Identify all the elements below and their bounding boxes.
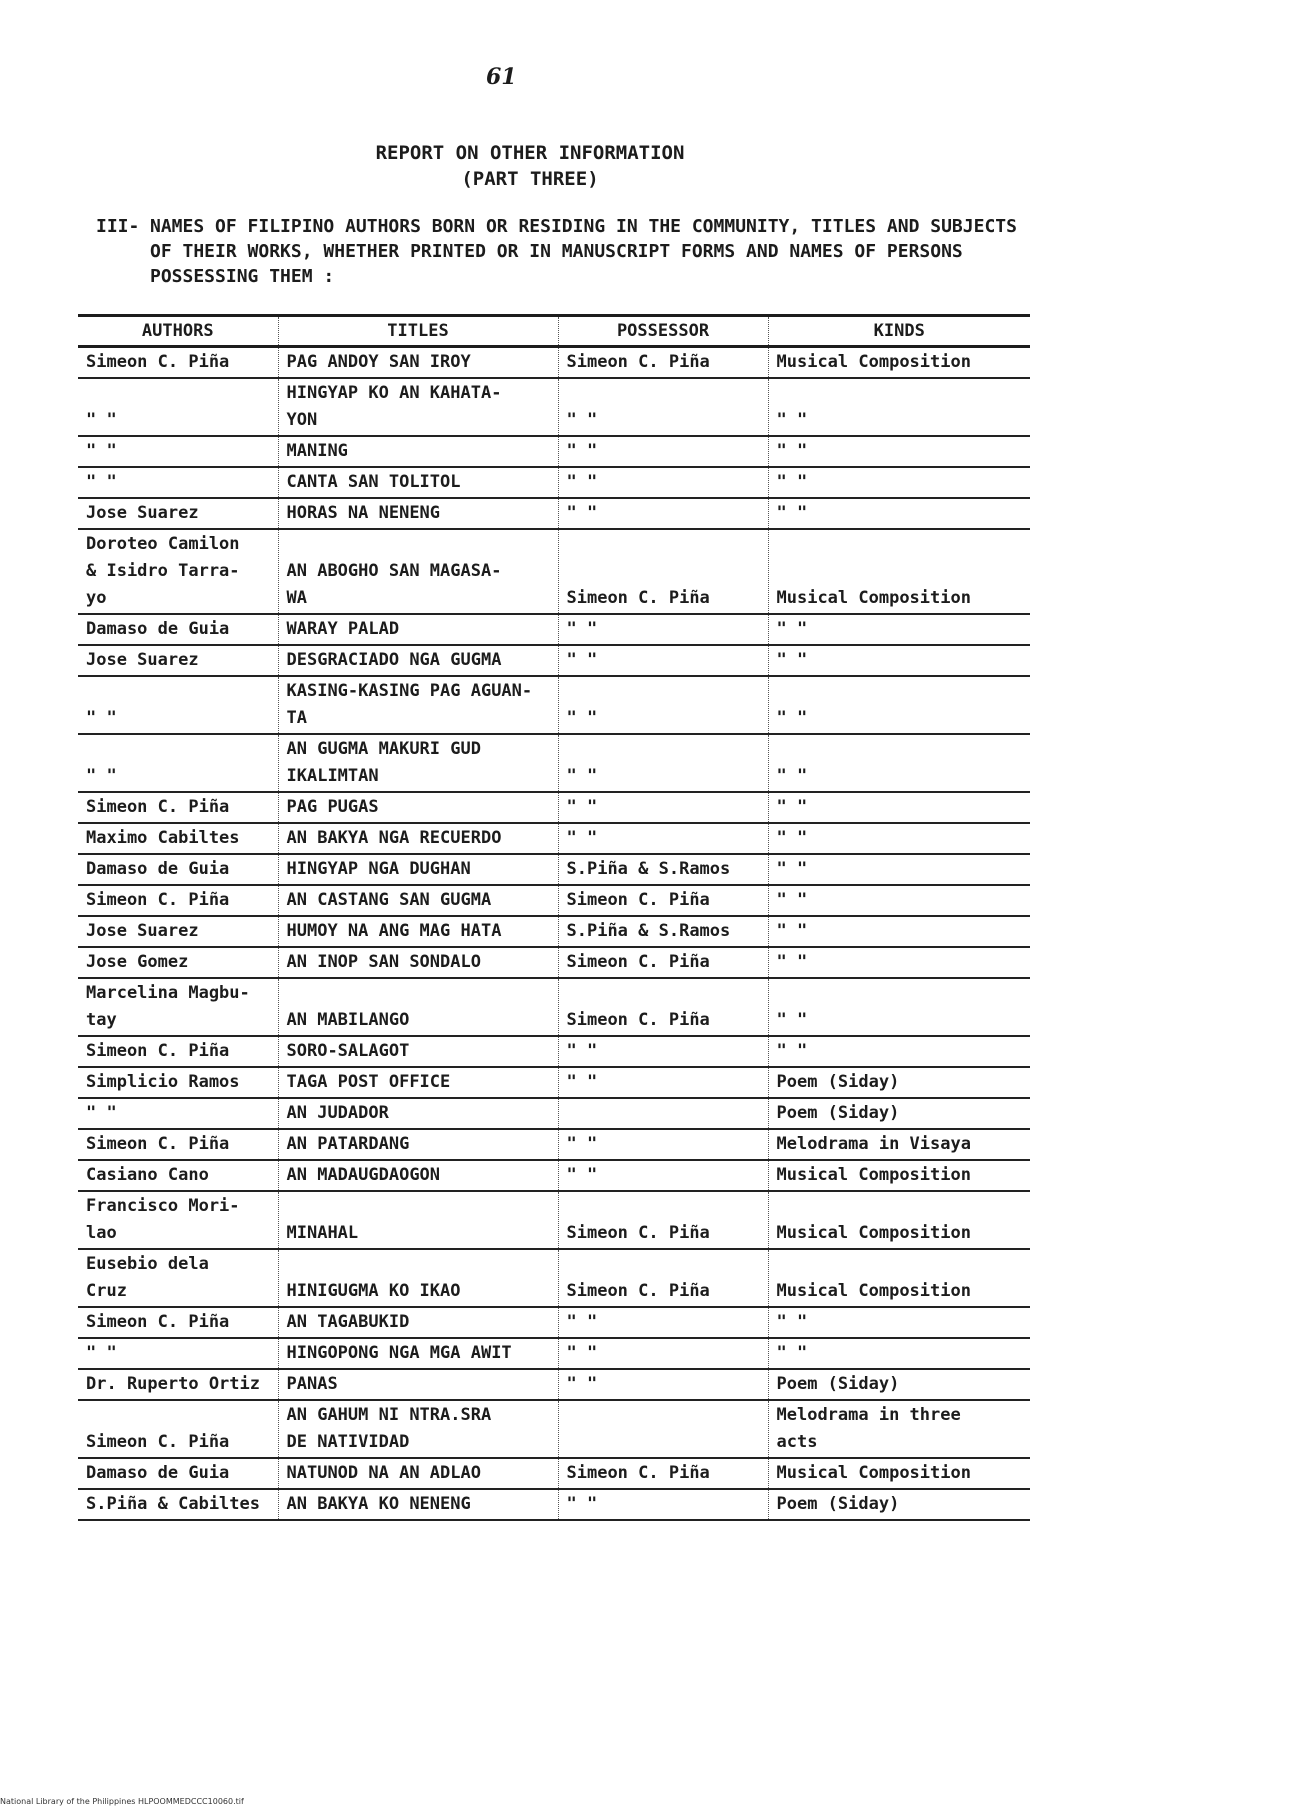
title-cell: AN CASTANG SAN GUGMA — [278, 885, 558, 916]
title-cell: WARAY PALAD — [278, 614, 558, 645]
possessor-cell: Simeon C. Piña — [558, 1458, 768, 1489]
kind-cell: Melodrama in Visaya — [768, 1129, 1030, 1160]
author-cell: Jose Gomez — [78, 947, 278, 978]
possessor-cell: " " — [558, 1129, 768, 1160]
kind-cell: Poem (Siday) — [768, 1369, 1030, 1400]
author-cell: " " — [78, 1338, 278, 1369]
possessor-cell: " " — [558, 734, 768, 792]
header-possessor: POSSESSOR — [558, 316, 768, 347]
title-cell: AN MABILANGO — [278, 978, 558, 1036]
header-authors: AUTHORS — [78, 316, 278, 347]
possessor-cell: Simeon C. Piña — [558, 1191, 768, 1249]
possessor-cell: Simeon C. Piña — [558, 1249, 768, 1307]
table-row — [78, 378, 1030, 436]
table-row — [78, 529, 1030, 614]
kind-cell: " " — [768, 978, 1030, 1036]
title-cell: AN JUDADOR — [278, 1098, 558, 1129]
possessor-cell: Simeon C. Piña — [558, 529, 768, 614]
title-cell: HORAS NA NENENG — [278, 498, 558, 529]
title-cell: AN GAHUM NI NTRA.SRA DE NATIVIDAD — [278, 1400, 558, 1458]
possessor-cell: " " — [558, 1307, 768, 1338]
author-cell: Damaso de Guia — [78, 854, 278, 885]
archive-footer: National Library of the Philippines HLPOOMMEDCCC10060.tif — [0, 1797, 244, 1806]
possessor-cell: " " — [558, 1160, 768, 1191]
kind-cell: Poem (Siday) — [768, 1067, 1030, 1098]
title-cell: MANING — [278, 436, 558, 467]
table-header-row — [78, 316, 1030, 347]
author-cell: Simeon C. Piña — [78, 885, 278, 916]
possessor-cell: " " — [558, 1489, 768, 1520]
table-row — [78, 347, 1030, 379]
possessor-cell: S.Piña & S.Ramos — [558, 854, 768, 885]
kind-cell: " " — [768, 614, 1030, 645]
table-row — [78, 1489, 1030, 1520]
section-intro — [96, 214, 1030, 289]
title-cell: AN INOP SAN SONDALO — [278, 947, 558, 978]
kind-cell: " " — [768, 436, 1030, 467]
kind-cell: Musical Composition — [768, 1249, 1030, 1307]
author-cell: Simeon C. Piña — [78, 1036, 278, 1067]
kind-cell: " " — [768, 1307, 1030, 1338]
table-row — [78, 1458, 1030, 1489]
header-kinds: KINDS — [768, 316, 1030, 347]
author-cell: Maximo Cabiltes — [78, 823, 278, 854]
possessor-cell — [558, 1098, 768, 1129]
table-row — [78, 823, 1030, 854]
table-row — [78, 467, 1030, 498]
title-cell: PAG ANDOY SAN IROY — [278, 347, 558, 379]
authors-table — [78, 314, 1030, 1521]
table-row — [78, 854, 1030, 885]
section-number: III- — [96, 216, 140, 237]
author-cell: Simeon C. Piña — [78, 792, 278, 823]
author-cell: " " — [78, 436, 278, 467]
kind-cell: " " — [768, 645, 1030, 676]
kind-cell: " " — [768, 498, 1030, 529]
kind-cell: Musical Composition — [768, 1458, 1030, 1489]
title-cell: HINIGUGMA KO IKAO — [278, 1249, 558, 1307]
title-cell: AN MADAUGDAOGON — [278, 1160, 558, 1191]
kind-cell: Musical Composition — [768, 1160, 1030, 1191]
possessor-cell: " " — [558, 1067, 768, 1098]
title-cell: AN PATARDANG — [278, 1129, 558, 1160]
title-cell: HINGYAP NGA DUGHAN — [278, 854, 558, 885]
author-cell: Simeon C. Piña — [78, 1400, 278, 1458]
title-cell: HUMOY NA ANG MAG HATA — [278, 916, 558, 947]
title-cell: NATUNOD NA AN ADLAO — [278, 1458, 558, 1489]
title-cell: KASING-KASING PAG AGUAN- TA — [278, 676, 558, 734]
table-row — [78, 734, 1030, 792]
author-cell: Simeon C. Piña — [78, 1307, 278, 1338]
table-row — [78, 1067, 1030, 1098]
title-cell: HINGYAP KO AN KAHATA- YON — [278, 378, 558, 436]
kind-cell: " " — [768, 792, 1030, 823]
author-cell: Simplicio Ramos — [78, 1067, 278, 1098]
author-cell: " " — [78, 467, 278, 498]
table-row — [78, 614, 1030, 645]
table-row — [78, 885, 1030, 916]
table-row — [78, 947, 1030, 978]
table-row — [78, 1338, 1030, 1369]
kind-cell: Poem (Siday) — [768, 1489, 1030, 1520]
possessor-cell: " " — [558, 1338, 768, 1369]
author-cell: Casiano Cano — [78, 1160, 278, 1191]
author-cell: Simeon C. Piña — [78, 347, 278, 379]
possessor-cell: " " — [558, 467, 768, 498]
table-row — [78, 978, 1030, 1036]
table-row — [78, 645, 1030, 676]
title-cell: AN GUGMA MAKURI GUD IKALIMTAN — [278, 734, 558, 792]
possessor-cell: Simeon C. Piña — [558, 885, 768, 916]
author-cell: Jose Suarez — [78, 916, 278, 947]
author-cell: Damaso de Guia — [78, 614, 278, 645]
author-cell: Eusebio dela Cruz — [78, 1249, 278, 1307]
table-row — [78, 1098, 1030, 1129]
possessor-cell: " " — [558, 498, 768, 529]
possessor-cell: " " — [558, 676, 768, 734]
kind-cell: Musical Composition — [768, 347, 1030, 379]
table-row — [78, 1191, 1030, 1249]
kind-cell: Musical Composition — [768, 529, 1030, 614]
author-cell: " " — [78, 1098, 278, 1129]
table-row — [78, 1036, 1030, 1067]
kind-cell: Melodrama in three acts — [768, 1400, 1030, 1458]
title-cell: AN BAKYA KO NENENG — [278, 1489, 558, 1520]
author-cell: Doroteo Camilon & Isidro Tarra- yo — [78, 529, 278, 614]
table-row — [78, 1249, 1030, 1307]
author-cell: Jose Suarez — [78, 645, 278, 676]
possessor-cell: " " — [558, 1369, 768, 1400]
possessor-cell: " " — [558, 645, 768, 676]
title-cell: PANAS — [278, 1369, 558, 1400]
kind-cell: " " — [768, 378, 1030, 436]
kind-cell: " " — [768, 734, 1030, 792]
author-cell: Simeon C. Piña — [78, 1129, 278, 1160]
possessor-cell: " " — [558, 792, 768, 823]
section-text: NAMES OF FILIPINO AUTHORS BORN OR RESIDING IN THE COMMUNITY, TITLES AND SUBJECTS OF THEIR WORKS, WHETHER PRINTED OR IN MANUSCRIPT FORMS AND NAMES OF PERSONS POSSESSING THEM : — [150, 216, 1017, 287]
author-cell: " " — [78, 734, 278, 792]
table-row — [78, 1307, 1030, 1338]
author-cell: Damaso de Guia — [78, 1458, 278, 1489]
kind-cell: " " — [768, 916, 1030, 947]
table-row — [78, 1369, 1030, 1400]
kind-cell: " " — [768, 676, 1030, 734]
page-number: 61 — [486, 64, 517, 90]
header-titles: TITLES — [278, 316, 558, 347]
kind-cell: " " — [768, 467, 1030, 498]
kind-cell: " " — [768, 854, 1030, 885]
author-cell: " " — [78, 378, 278, 436]
possessor-cell: S.Piña & S.Ramos — [558, 916, 768, 947]
possessor-cell: " " — [558, 436, 768, 467]
table-row — [78, 916, 1030, 947]
table-row — [78, 792, 1030, 823]
possessor-cell — [558, 1400, 768, 1458]
table-row — [78, 436, 1030, 467]
author-cell: Francisco Mori- lao — [78, 1191, 278, 1249]
title-cell: AN ABOGHO SAN MAGASA- WA — [278, 529, 558, 614]
possessor-cell: " " — [558, 1036, 768, 1067]
title-cell: TAGA POST OFFICE — [278, 1067, 558, 1098]
kind-cell: Musical Composition — [768, 1191, 1030, 1249]
possessor-cell: Simeon C. Piña — [558, 347, 768, 379]
author-cell: Marcelina Magbu- tay — [78, 978, 278, 1036]
title-cell: AN BAKYA NGA RECUERDO — [278, 823, 558, 854]
title-cell: SORO-SALAGOT — [278, 1036, 558, 1067]
author-cell: Dr. Ruperto Ortiz — [78, 1369, 278, 1400]
title-cell: MINAHAL — [278, 1191, 558, 1249]
kind-cell: " " — [768, 1338, 1030, 1369]
heading-line-2: (PART THREE) — [461, 168, 599, 190]
report-heading — [0, 140, 1060, 192]
title-cell: CANTA SAN TOLITOL — [278, 467, 558, 498]
kind-cell: Poem (Siday) — [768, 1098, 1030, 1129]
possessor-cell: " " — [558, 378, 768, 436]
kind-cell: " " — [768, 947, 1030, 978]
heading-line-1: REPORT ON OTHER INFORMATION — [375, 142, 685, 164]
table-row — [78, 1400, 1030, 1458]
possessor-cell: " " — [558, 823, 768, 854]
kind-cell: " " — [768, 1036, 1030, 1067]
possessor-cell: Simeon C. Piña — [558, 947, 768, 978]
title-cell: HINGOPONG NGA MGA AWIT — [278, 1338, 558, 1369]
table-row — [78, 498, 1030, 529]
possessor-cell: " " — [558, 614, 768, 645]
possessor-cell: Simeon C. Piña — [558, 978, 768, 1036]
title-cell: AN TAGABUKID — [278, 1307, 558, 1338]
title-cell: PAG PUGAS — [278, 792, 558, 823]
table-row — [78, 1129, 1030, 1160]
table-row — [78, 1160, 1030, 1191]
kind-cell: " " — [768, 885, 1030, 916]
author-cell: Jose Suarez — [78, 498, 278, 529]
title-cell: DESGRACIADO NGA GUGMA — [278, 645, 558, 676]
table-body — [78, 347, 1030, 1521]
author-cell: " " — [78, 676, 278, 734]
author-cell: S.Piña & Cabiltes — [78, 1489, 278, 1520]
kind-cell: " " — [768, 823, 1030, 854]
table-row — [78, 676, 1030, 734]
